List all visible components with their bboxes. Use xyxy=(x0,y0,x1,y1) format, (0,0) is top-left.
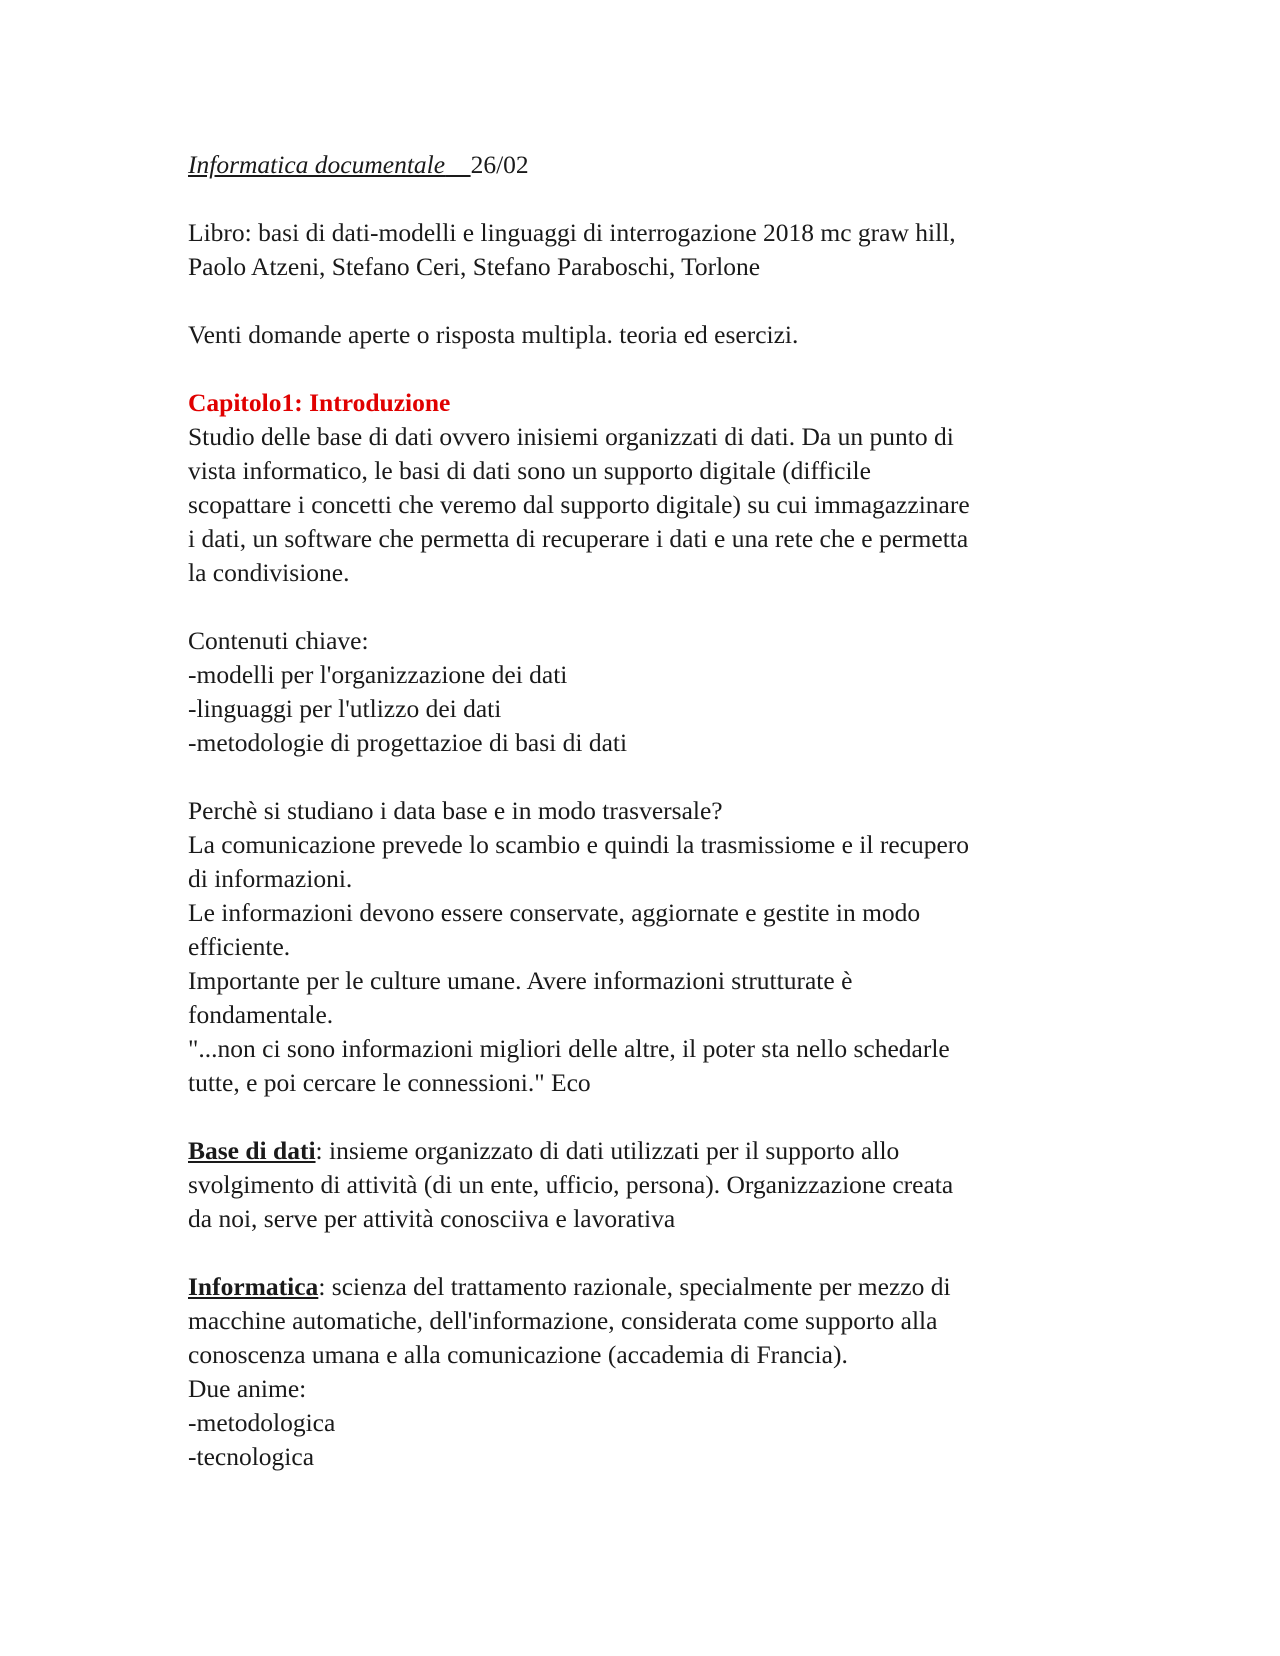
spacer xyxy=(188,182,1088,216)
term-base-di-dati: Base di dati xyxy=(188,1136,316,1165)
definition-informatica xyxy=(188,1270,1088,1304)
list-item: -metodologie di progettazioe di basi di dati xyxy=(188,728,628,757)
spacer xyxy=(188,760,1088,794)
intro-line: i dati, un software che permetta di recuperare i dati e una rete che e permetta xyxy=(188,524,969,553)
spacer xyxy=(188,352,1088,386)
term-informatica: Informatica xyxy=(188,1272,319,1301)
book-line-1: Libro: basi di dati-modelli e linguaggi di interrogazione 2018 mc graw hill, xyxy=(188,218,956,247)
document-page xyxy=(188,148,1088,1474)
definition-line: conoscenza umana e alla comunicazione (accademia di Francia). xyxy=(188,1340,848,1369)
definition-line: macchine automatiche, dell'informazione, considerata come supporto alla xyxy=(188,1306,938,1335)
definition-text: : insieme organizzato di dati utilizzati per il supporto allo xyxy=(315,1136,900,1165)
document-header xyxy=(188,148,1088,182)
intro-line: Studio delle base di dati ovvero inisiemi organizzati di dati. Da un punto di xyxy=(188,422,954,451)
perche-line: Perchè si studiano i data base e in modo trasversale? xyxy=(188,796,723,825)
book-line-2: Paolo Atzeni, Stefano Ceri, Stefano Paraboschi, Torlone xyxy=(188,252,761,281)
quote-line: "...non ci sono informazioni migliori delle altre, il poter sta nello schedarle xyxy=(188,1034,950,1063)
list-item: -linguaggi per l'utlizzo dei dati xyxy=(188,694,502,723)
quote-line: tutte, e poi cercare le connessioni." Eco xyxy=(188,1068,591,1097)
document-date: 26/02 xyxy=(470,150,529,179)
spacer xyxy=(188,1100,1088,1134)
definition-line: da noi, serve per attività conosciiva e lavorativa xyxy=(188,1204,676,1233)
perche-line: efficiente. xyxy=(188,932,291,961)
list-item: -modelli per l'organizzazione dei dati xyxy=(188,660,568,689)
definition-base-di-dati xyxy=(188,1134,1088,1168)
intro-line: vista informatico, le basi di dati sono un supporto digitale (difficile xyxy=(188,456,871,485)
anime-heading: Due anime: xyxy=(188,1374,307,1403)
title-underline-pad xyxy=(445,150,471,179)
definition-line: svolgimento di attività (di un ente, ufficio, persona). Organizzazione creata xyxy=(188,1170,954,1199)
list-item: -metodologica xyxy=(188,1408,336,1437)
perche-line: Le informazioni devono essere conservate, aggiornate e gestite in modo xyxy=(188,898,921,927)
definition-text: : scienza del trattamento razionale, specialmente per mezzo di xyxy=(318,1272,951,1301)
perche-line: Importante per le culture umane. Avere informazioni strutturate è xyxy=(188,966,853,995)
intro-line: scopattare i concetti che veremo dal supporto digitale) su cui immagazzinare xyxy=(188,490,970,519)
perche-line: di informazioni. xyxy=(188,864,353,893)
intro-line: la condivisione. xyxy=(188,558,350,587)
document-title: Informatica documentale xyxy=(188,150,446,179)
spacer xyxy=(188,284,1088,318)
spacer xyxy=(188,590,1088,624)
chapter-heading: Capitolo1: Introduzione xyxy=(188,388,451,417)
perche-line: La comunicazione prevede lo scambio e quindi la trasmissiome e il recupero xyxy=(188,830,970,859)
spacer xyxy=(188,1236,1088,1270)
exam-info: Venti domande aperte o risposta multipla. teoria ed esercizi. xyxy=(188,320,799,349)
contenuti-heading: Contenuti chiave: xyxy=(188,626,369,655)
list-item: -tecnologica xyxy=(188,1442,315,1471)
perche-line: fondamentale. xyxy=(188,1000,334,1029)
